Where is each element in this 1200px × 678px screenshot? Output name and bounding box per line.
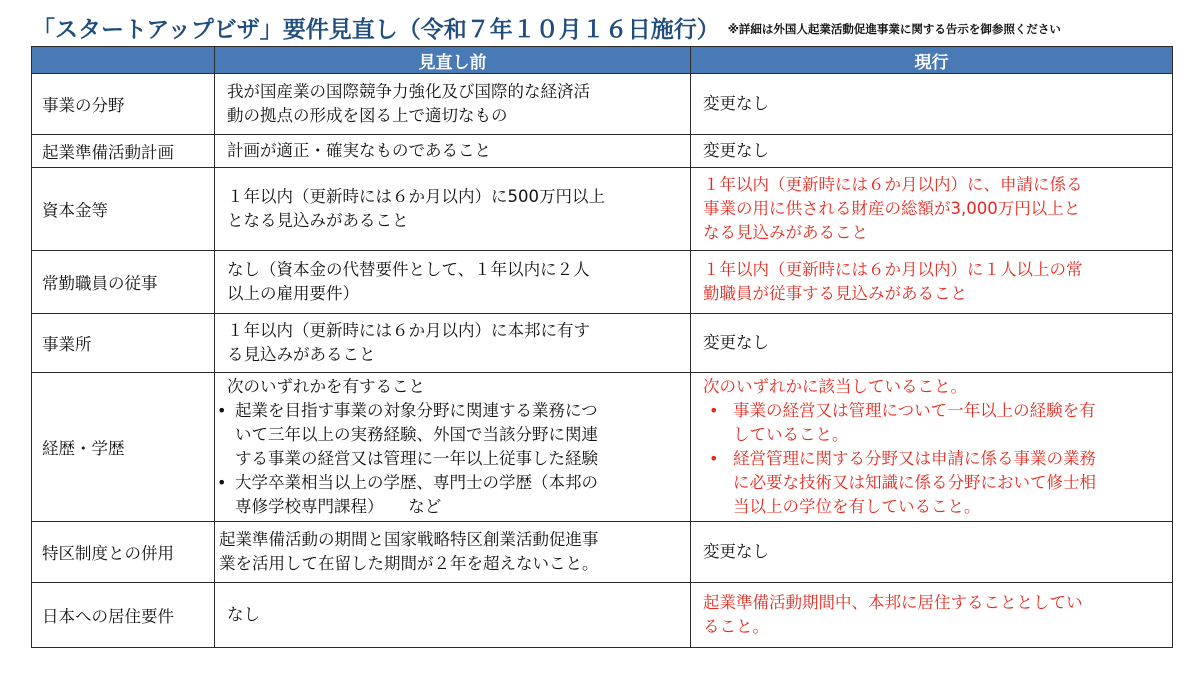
row-category: 経歴・学歴 (32, 373, 215, 522)
row-current: １年以内（更新時には６か月以内）に１人以上の常 勤職員が従事する見込みがあること (691, 251, 1173, 314)
bullet-icon: • (217, 473, 227, 492)
list-item: • 起業を目指す事業の対象分野に関連する業務につ いて三年以上の実務経験、外国で当該分野に関連 する事業の経営又は管理に一年以上従事した経験 (217, 401, 598, 468)
row-before: 計画が適正・確実なものであること (215, 135, 691, 168)
table-row (32, 135, 1173, 168)
list-item: • 大学卒業相当以上の学歴、専門士の学歴（本邦の 専修学校専門課程） など (217, 473, 598, 516)
row-current: 変更なし (691, 522, 1173, 583)
table-row (32, 583, 1173, 648)
list-item: • 事業の経営又は管理について一年以上の経験を有 していること。 (709, 401, 1096, 444)
row-before: １年以内（更新時には６か月以内）に本邦に有す る見込みがあること (215, 314, 691, 373)
bullet-icon: • (217, 401, 227, 420)
row-current: 起業準備活動期間中、本邦に居住することとしてい ること。 (691, 583, 1173, 648)
row-current: １年以内（更新時には６か月以内）に、申請に係る 事業の用に供される財産の総額が3,000万円以上と なる見込みがあること (691, 168, 1173, 251)
header-before: 見直し前 (215, 47, 691, 74)
header-current: 現行 (691, 47, 1173, 74)
table-row (32, 373, 1173, 522)
table-row (32, 251, 1173, 314)
requirements-table (31, 46, 1173, 648)
row-before: 我が国産業の国際競争力強化及び国際的な経済活 動の拠点の形成を図る上で適切なもの (215, 74, 691, 135)
header-category (32, 47, 215, 74)
bullet-icon: • (709, 449, 719, 468)
row-category: 常勤職員の従事 (32, 251, 215, 314)
row-current: 次のいずれかに該当していること。 • 事業の経営又は管理について一年以上の経験を有 していること。 • 経営管理に関する分野又は申請に係る事業の業務 に必要な技術又は知識に係る分野において修士相 当以上の学位を有していること。 (691, 373, 1173, 522)
row-category: 事業所 (32, 314, 215, 373)
row-category: 特区制度との併用 (32, 522, 215, 583)
row-before: １年以内（更新時には６か月以内）に500万円以上 となる見込みがあること (215, 168, 691, 251)
before-bullet-list (215, 399, 682, 519)
row-current: 変更なし (691, 135, 1173, 168)
list-item: • 経営管理に関する分野又は申請に係る事業の業務 に必要な技術又は知識に係る分野において修士相 当以上の学位を有していること。 (709, 449, 1096, 516)
table-row (32, 522, 1173, 583)
table-header-row (32, 47, 1173, 74)
row-category: 事業の分野 (32, 74, 215, 135)
row-current: 変更なし (691, 314, 1173, 373)
row-category: 日本への居住要件 (32, 583, 215, 648)
reference-note: ※詳細は外国人起業活動促進事業に関する告示を御参照ください (727, 22, 1061, 36)
row-before: 次のいずれかを有すること • 起業を目指す事業の対象分野に関連する業務につ いて三年以上の実務経験、外国で当該分野に関連 する事業の経営又は管理に一年以上従事した経験 • 大学卒業相当以上の学歴、専門士の学歴（本邦の 専修学校専門課程） など (215, 373, 691, 522)
row-before: なし (215, 583, 691, 648)
table-row (32, 74, 1173, 135)
table-row (32, 168, 1173, 251)
row-before: 起業準備活動の期間と国家戦略特区創業活動促進事 業を活用して在留した期間が２年を超えないこと。 (215, 522, 691, 583)
title-row (32, 4, 1192, 44)
current-bullet-list (703, 399, 1164, 519)
row-category: 資本金等 (32, 168, 215, 251)
bullet-icon: • (709, 401, 719, 420)
table-row (32, 314, 1173, 373)
page-title: 「スタートアップビザ」要件見直し（令和７年１０月１６日施行） (32, 17, 720, 43)
row-category: 起業準備活動計画 (32, 135, 215, 168)
row-current: 変更なし (691, 74, 1173, 135)
row-before: なし（資本金の代替要件として、１年以内に２人 以上の雇用要件） (215, 251, 691, 314)
